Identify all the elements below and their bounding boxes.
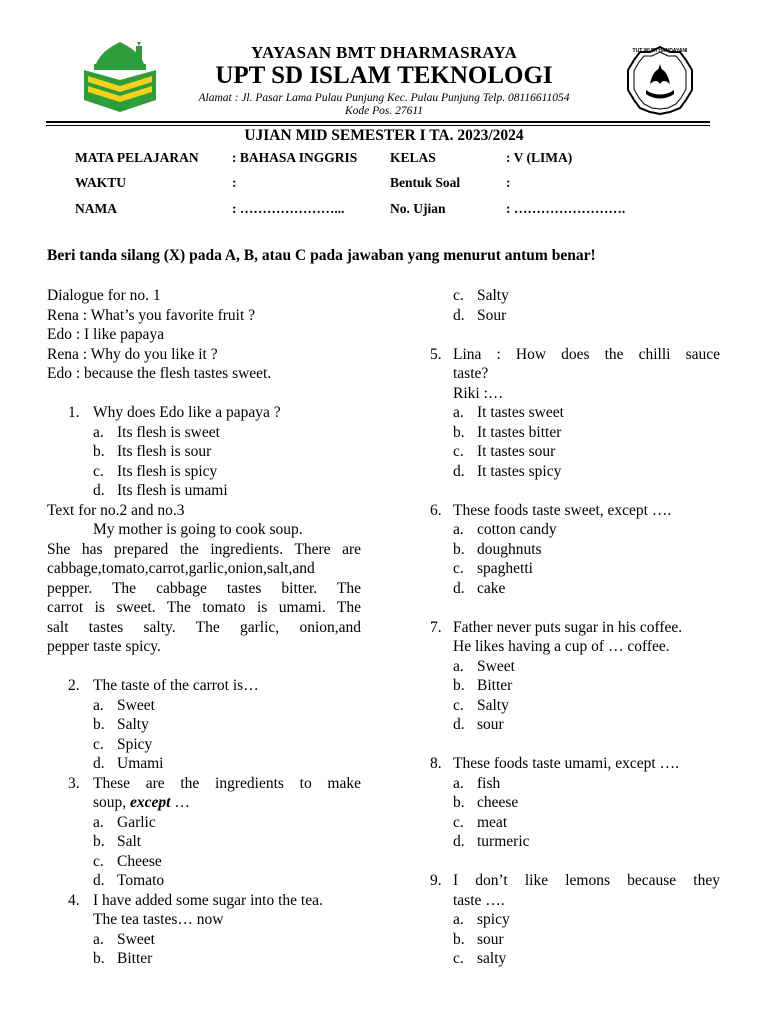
exam-title: UJIAN MID SEMESTER I TA. 2023/2024 [244,127,524,144]
option-letter: a. [453,657,464,675]
question-text: … [170,794,190,811]
field-label: No. Ujian [390,201,446,216]
question-text: I don’t like lemons because they [453,872,720,889]
option-item[interactable] [430,540,720,560]
emphasis-word: except [130,794,171,811]
question-number: 7. [430,618,442,636]
option-letter: d. [93,755,105,772]
option-text: doughnuts [477,540,542,558]
option-letter: c. [453,443,464,460]
option-letter: c. [453,560,464,577]
option-text: sour [477,716,504,733]
option-item[interactable] [430,579,720,599]
question-text-continued: Riki :… [453,384,504,402]
option-text: spicy [477,911,510,928]
option-letter: a. [93,813,104,831]
option-text: turmeric [477,833,530,850]
option-item[interactable] [47,423,361,443]
question-text: I have added some sugar into the tea. [93,891,323,909]
option-item[interactable] [430,715,720,735]
option-item[interactable] [430,306,720,326]
instruction: Beri tanda silang (X) pada A, B, atau C pada jawaban yang menurut antum benar! [47,247,596,264]
option-text: cake [477,579,506,597]
option-item[interactable] [47,832,361,852]
field-value: : …………………... [232,201,345,216]
option-text: Garlic [117,813,156,831]
option-item[interactable] [47,481,361,501]
option-text: Its flesh is spicy [117,462,218,480]
option-text: Salty [477,696,509,714]
question-text-continued [47,793,361,813]
option-item[interactable] [47,871,361,891]
option-letter: b. [93,716,105,733]
reading-line: carrot is sweet. The tomato is umami. The [47,599,361,616]
option-letter: c. [453,696,464,714]
option-text: It tastes spicy [477,462,562,480]
option-text: Cheese [117,852,162,870]
option-text: Spicy [117,735,153,753]
option-letter: a. [453,774,464,792]
option-text: cotton candy [477,521,557,538]
option-text: Its flesh is sweet [117,423,220,441]
option-letter: a. [93,696,104,714]
option-letter: a. [93,423,104,441]
question-text-continued: He likes having a cup of … coffee. [453,638,670,655]
option-item[interactable] [430,403,720,423]
field-value: : [232,175,237,190]
option-text: Salty [117,716,149,733]
header-divider [46,121,710,123]
reading-line: salt tastes salty. The garlic, onion,and [47,618,361,636]
question-6 [430,501,720,521]
option-text: salty [477,950,507,967]
option-item[interactable] [430,930,720,950]
field-value: : [506,175,511,190]
option-letter: c. [453,950,464,967]
option-text: It tastes bitter [477,423,562,441]
option-text: spaghetti [477,560,533,577]
option-letter: d. [453,306,465,324]
option-letter: b. [453,677,465,694]
option-item[interactable] [430,520,720,540]
left-column [47,286,361,969]
question-3 [47,774,361,794]
option-text: cheese [477,794,519,811]
option-letter: d. [93,482,105,499]
question-number: 8. [430,755,442,772]
option-letter: b. [93,950,105,967]
option-letter: a. [453,911,464,928]
dialogue-title: Dialogue for no. 1 [47,287,161,304]
option-item[interactable] [430,949,720,969]
foundation-name: YAYASAN BMT DHARMASRAYA [250,43,518,62]
right-column [430,286,720,969]
option-item[interactable] [47,754,361,774]
reading-line: cabbage,tomato,carrot,garlic,onion,salt,and [47,560,315,577]
option-letter: a. [453,404,464,421]
option-letter: b. [93,443,105,460]
question-number: 2. [68,677,80,694]
option-item[interactable] [430,832,720,852]
question-5 [430,345,720,365]
question-number: 3. [68,774,80,792]
question-2 [47,676,361,696]
reading-line: pepper. The cabbage tastes bitter. The [47,579,361,597]
option-item[interactable] [430,442,720,462]
option-letter: a. [93,930,104,948]
option-item[interactable] [47,930,361,950]
reading-line: pepper taste spicy. [47,638,161,655]
option-text: It tastes sour [477,443,556,460]
option-letter: d. [93,872,105,889]
option-item[interactable] [430,657,720,677]
right-logo-text: TUT WURI HANDAYANI [632,48,688,54]
field-label: Bentuk Soal [390,175,461,190]
dialogue-line: Rena : What’s you favorite fruit ? [47,306,256,324]
option-text: Salt [117,833,142,850]
option-text: Bitter [477,677,513,694]
option-item[interactable] [47,442,361,462]
option-letter: b. [453,540,465,558]
question-text: These are the ingredients to make [93,774,361,792]
field-label: MATA PELAJARAN [75,150,199,165]
question-7 [430,618,720,638]
text-title: Text for no.2 and no.3 [47,501,185,519]
question-number: 5. [430,345,442,363]
option-item[interactable] [430,696,720,716]
school-address [0,92,768,118]
option-letter: c. [93,462,104,480]
option-text: Tomato [117,872,165,889]
field-value: : V (LIMA) [506,150,573,165]
option-letter: c. [453,813,464,831]
option-letter: b. [453,794,465,811]
field-value: : ……………………. [506,201,626,216]
question-text: Why does Edo like a papaya ? [93,404,281,421]
question-4 [47,891,361,911]
option-letter: b. [453,930,465,948]
option-item[interactable] [430,813,720,833]
option-letter: b. [93,833,105,850]
field-label: WAKTU [75,175,127,190]
dialogue-line: Edo : because the flesh tastes sweet. [47,365,272,382]
question-1 [47,403,361,423]
option-text: Its flesh is umami [117,482,228,499]
option-letter: d. [453,462,465,480]
option-letter: d. [453,833,465,850]
question-text: The taste of the carrot is… [93,677,259,694]
option-text: Sour [477,306,507,324]
question-9 [430,871,720,891]
field-label: KELAS [390,150,436,165]
question-text-continued: taste …. [453,891,505,909]
option-item[interactable] [430,793,720,813]
postal-code: Kode Pos. 27611 [344,105,424,117]
option-item[interactable] [47,852,361,872]
question-8 [430,754,720,774]
option-letter: c. [453,287,464,304]
option-item[interactable] [430,676,720,696]
option-letter: a. [453,521,464,538]
dialogue-line: Rena : Why do you like it ? [47,345,218,363]
option-item[interactable] [47,462,361,482]
question-text: Father never puts sugar in his coffee. [453,618,683,636]
question-text: These foods taste umami, except …. [453,755,679,772]
address-line: Alamat : Jl. Pasar Lama Pulau Punjung Kec. Pulau Punjung Telp. 08116611054 [198,92,570,104]
option-text: Sweet [117,696,155,714]
question-text: soup, [93,794,131,811]
field-label: NAMA [75,201,117,216]
option-text: Bitter [117,950,153,967]
option-item[interactable] [47,696,361,716]
option-text: Sweet [477,657,515,675]
field-value: : BAHASA INGGRIS [232,150,358,165]
option-item[interactable] [430,423,720,443]
option-letter: c. [93,735,104,753]
reading-line: She has prepared the ingredients. There are [47,540,361,558]
school-name: UPT SD ISLAM TEKNOLOGI [215,62,553,89]
option-text: Sweet [117,930,155,948]
question-number: 4. [68,891,80,909]
option-item[interactable] [47,735,361,755]
question-number: 6. [430,501,442,519]
option-text: Its flesh is sour [117,443,212,460]
option-item[interactable] [430,559,720,579]
option-letter: c. [93,852,104,870]
option-text: meat [477,813,508,831]
option-item[interactable] [47,715,361,735]
option-item[interactable] [430,910,720,930]
option-text: It tastes sweet [477,404,564,421]
option-item[interactable] [430,774,720,794]
dialogue-line: Edo : I like papaya [47,326,165,343]
header-divider-thin [46,125,710,126]
question-text-continued: taste? [453,365,489,382]
reading-line: My mother is going to cook soup. [93,521,303,538]
question-number: 1. [68,404,80,421]
option-text: Umami [117,755,164,772]
option-letter: d. [453,579,465,597]
option-item[interactable] [47,813,361,833]
option-text: Salty [477,287,509,304]
option-letter: d. [453,716,465,733]
option-item[interactable] [47,949,361,969]
question-text: These foods taste sweet, except …. [453,501,672,519]
option-item[interactable] [430,462,720,482]
option-letter: b. [453,423,465,441]
option-item[interactable] [430,286,720,306]
question-text-continued: The tea tastes… now [93,911,224,928]
option-text: fish [477,774,501,792]
option-text: sour [477,930,504,948]
question-number: 9. [430,872,442,889]
question-text: Lina : How does the chilli sauce [453,345,720,363]
